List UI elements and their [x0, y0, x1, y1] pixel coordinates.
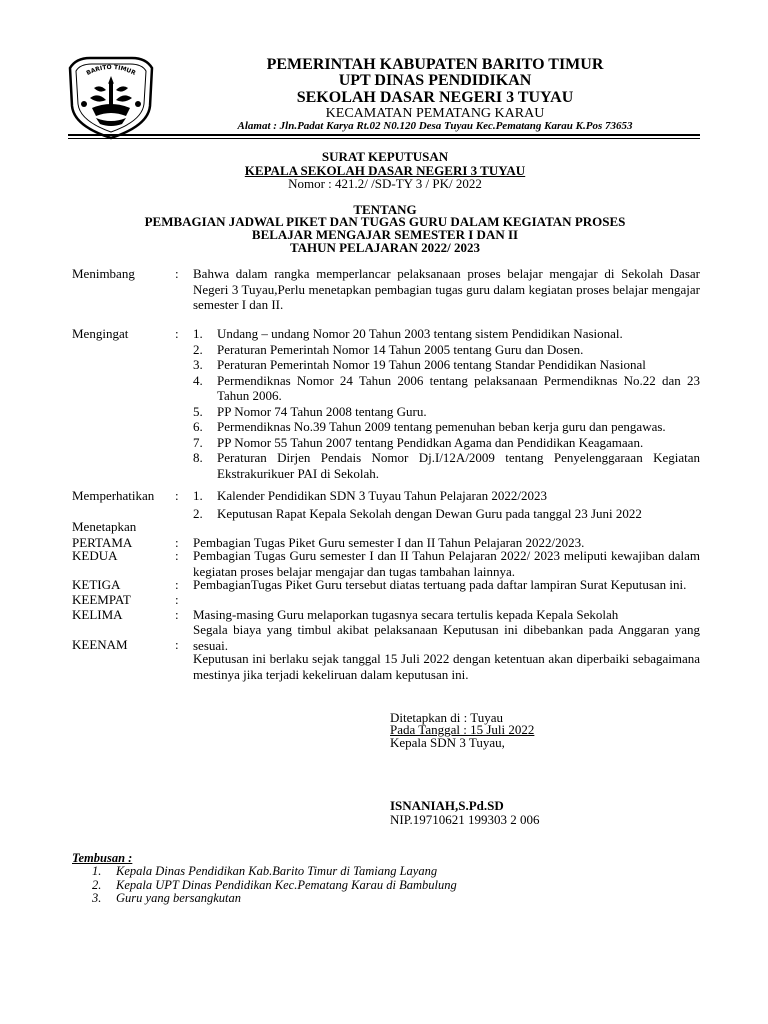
colon: : [175, 535, 179, 550]
list-item: 3. Guru yang bersangkutan [92, 891, 241, 905]
list-item: 6. Permendiknas No.39 Tahun 2009 tentang pemenuhan beban kerja guru dan pengawas. [193, 419, 666, 434]
list-item: 8. Peraturan Dirjen Pendais Nomor Dj.I/12A/2009 tentang Penyelenggaraan Kegiatan Ekstrakurikuer PAI di Sekolah. [193, 450, 700, 481]
menimbang-label: Menimbang [72, 266, 135, 281]
subject-line-2: BELAJAR MENGAJAR SEMESTER I DAN II [251, 227, 519, 242]
ketiga-label: KETIGA [72, 577, 121, 592]
decree-number: Nomor : 421.2/ /SD-TY 3 / PK/ 2022 [288, 176, 482, 191]
mengingat-list [193, 326, 700, 481]
list-item: 3. Peraturan Pemerintah Nomor 19 Tahun 2006 tentang Standar Pendidikan Nasional [193, 357, 646, 372]
colon: : [175, 607, 179, 622]
decree-issuer: KEPALA SEKOLAH DASAR NEGERI 3 TUYAU [244, 163, 526, 178]
berlaku-text: Keputusan ini berlaku sejak tanggal 15 Juli 2022 dengan ketentuan akan diperbaiki sebagaimana mestinya jika terjadi kekeliruan dalam keputusan ini. [193, 651, 700, 682]
list-item: 2. Kepala UPT Dinas Pendidikan Kec.Pematang Karau di Bambulung [92, 877, 457, 892]
colon: : [175, 577, 179, 592]
list-item: 2. Peraturan Pemerintah Nomor 14 Tahun 2005 tentang Guru dan Dosen. [193, 341, 584, 357]
colon: : [175, 326, 179, 341]
subject-line-3: TAHUN PELAJARAN 2022/ 2023 [289, 240, 481, 255]
kelima-label: KELIMA [72, 607, 123, 622]
menetapkan-label: Menetapkan [72, 519, 137, 534]
colon: : [175, 592, 179, 607]
keenam-label: KEENAM [72, 637, 128, 652]
kelima-text: Masing-masing Guru melaporkan tugasnya secara tertulis kepada Kepala Sekolah [193, 607, 619, 622]
pertama-label: PERTAMA [72, 535, 133, 550]
tembusan-list [72, 865, 572, 906]
list-item: 7. PP Nomor 55 Tahun 2007 tentang Pendidkan Agama dan Pendidikan Keagamaan. [193, 434, 644, 450]
ketiga-text: PembagianTugas Piket Guru tersebut diatas tertuang pada daftar lampiran Surat Keputusan ini. [193, 577, 687, 592]
mengingat-label: Mengingat [72, 326, 129, 341]
list-item: 2. Keputusan Rapat Kepala Sekolah dengan Dewan Guru pada tanggal 23 Juni 2022 [193, 505, 642, 521]
school-header: SEKOLAH DASAR NEGERI 3 TUYAU [296, 89, 574, 106]
decree-title: SURAT KEPUTUSAN [321, 149, 449, 164]
government-header: PEMERINTAH KABUPATEN BARITO TIMUR [266, 56, 604, 73]
district-header: KECAMATAN PEMATANG KARAU [325, 106, 545, 121]
colon: : [175, 266, 179, 281]
school-address: Alamat : Jln.Padat Karya Rt.02 N0.120 Desa Tuyau Kec.Pematang Karau K.Pos 73653 [237, 120, 633, 132]
tanggal-ditetapkan: Pada Tanggal : 15 Juli 2022 [390, 722, 535, 737]
list-item: 1. Kalender Pendidikan SDN 3 Tuyau Tahun Pelajaran 2022/2023 [193, 488, 547, 503]
list-item: 1. Undang – undang Nomor 20 Tahun 2003 tentang sistem Pendidikan Nasional. [193, 326, 623, 341]
memperhatikan-list [193, 488, 700, 521]
colon: : [175, 488, 179, 503]
kedua-label: KEDUA [72, 548, 118, 563]
keempat-label: KEEMPAT [72, 592, 131, 607]
svg-text:BARITO TIMUR: BARITO TIMUR [85, 63, 137, 77]
regency-emblem-logo [66, 54, 156, 140]
list-item: 1. Kepala Dinas Pendidikan Kab.Barito Timur di Tamiang Layang [92, 864, 438, 878]
tentang-heading: TENTANG [353, 202, 417, 217]
colon: : [175, 637, 179, 652]
kedua-text: Pembagian Tugas Guru semester I dan II Tahun Pelajaran 2022/ 2023 meliputi kewajiban dalam kegiatan proses belajar mengajar dan tugas tambahan lainnya. [193, 548, 700, 579]
tembusan-label: Tembusan : [72, 851, 133, 865]
signer-title: Kepala SDN 3 Tuyau, [390, 735, 505, 750]
memperhatikan-label: Memperhatikan [72, 488, 155, 503]
signer-name: ISNANIAH,S.Pd.SD [390, 798, 504, 813]
menimbang-text: Bahwa dalam rangka memperlancar pelaksanaan proses belajar mengajar di Sekolah Dasar Negeri 3 Tuyau,Perlu menetapkan pembagian tugas guru dalam kegiatan proses belajar mengajar semester I dan II. [193, 266, 700, 312]
pertama-text: Pembagian Tugas Piket Guru semester I dan II Tahun Pelajaran 2022/2023. [193, 535, 585, 550]
subject-line-1: PEMBAGIAN JADWAL PIKET DAN TUGAS GURU DALAM KEGIATAN PROSES [144, 214, 626, 229]
list-item: 4. Permendiknas Nomor 24 Tahun 2006 tentang pelaksanaan Permendiknas No.22 dan 23 Tahun 2006. [193, 372, 700, 403]
colon: : [175, 548, 179, 563]
ditetapkan-di: Ditetapkan di : Tuyau [390, 710, 504, 725]
department-header: UPT DINAS PENDIDIKAN [338, 72, 532, 89]
header-rule-thin [68, 138, 700, 139]
list-item: 5. PP Nomor 74 Tahun 2008 tentang Guru. [193, 403, 427, 419]
signer-nip: NIP.19710621 199303 2 006 [390, 812, 540, 827]
biaya-text: Segala biaya yang timbul akibat pelaksanaan Keputusan ini dibebankan pada Anggaran yang sesuai. [193, 622, 700, 653]
header-rule-thick [68, 134, 700, 136]
